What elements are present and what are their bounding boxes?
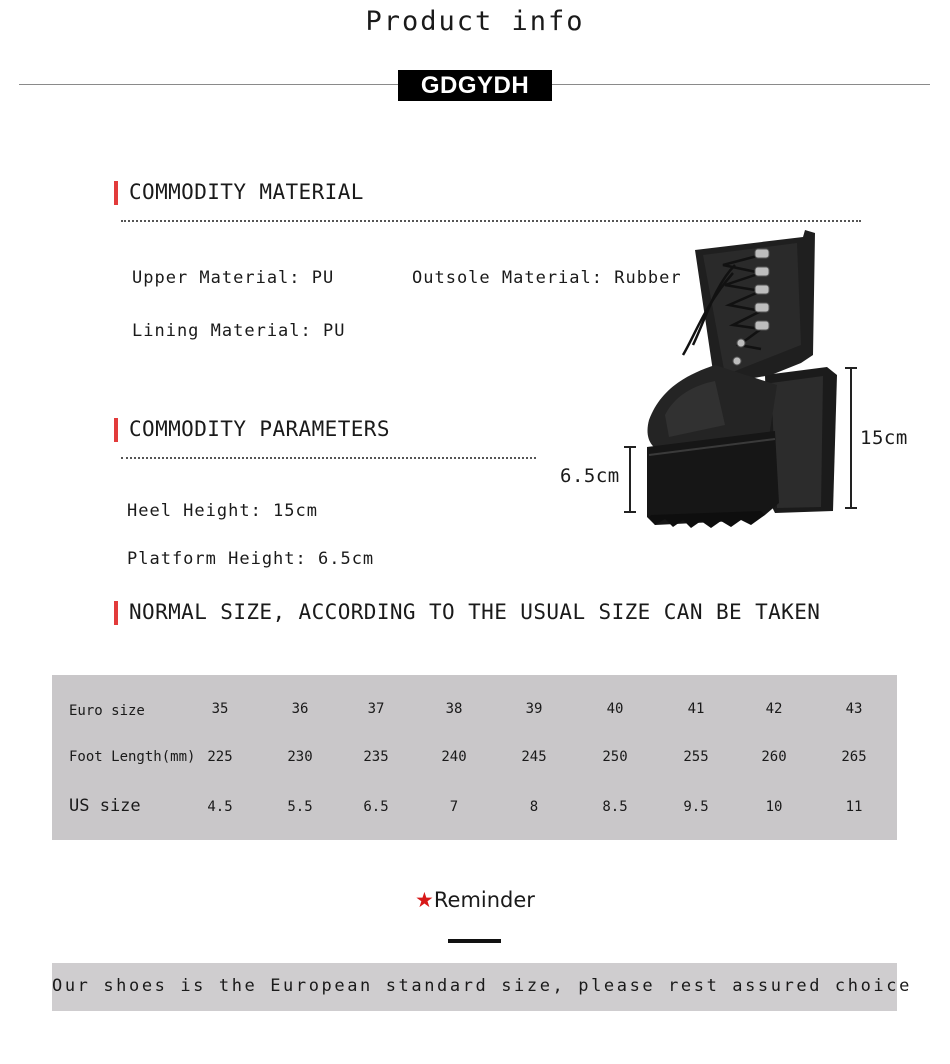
foot-length-cell: 265	[841, 749, 867, 765]
euro-size-cell: 35	[211, 701, 229, 717]
euro-size-cell: 37	[367, 701, 385, 717]
reminder-underline	[448, 939, 501, 943]
us-size-cell: 8	[529, 799, 539, 815]
us-size-cell: 8.5	[602, 799, 628, 815]
parameters-section-marker	[114, 418, 118, 442]
foot-length-cell: 225	[207, 749, 233, 765]
us-size-cell: 10	[765, 799, 783, 815]
row-label: Foot Length(mm)	[69, 749, 196, 765]
parameters-section-heading: COMMODITY PARAMETERS	[129, 417, 390, 441]
foot-length-cell: 230	[287, 749, 313, 765]
platform-boot-image	[565, 225, 925, 555]
foot-length-cell: 260	[761, 749, 787, 765]
reminder-note-box	[52, 963, 912, 1011]
euro-size-cell: 38	[445, 701, 463, 717]
platform-dimension-label: 6.5cm	[560, 465, 620, 487]
platform-height: Platform Height: 6.5cm	[127, 549, 375, 569]
euro-size-row	[52, 697, 897, 737]
row-label: Euro size	[69, 703, 145, 719]
us-size-cell: 5.5	[287, 799, 313, 815]
us-size-cell: 7	[449, 799, 459, 815]
size-section-heading: NORMAL SIZE, ACCORDING TO THE USUAL SIZE CAN BE TAKEN	[129, 600, 821, 624]
foot-length-cell: 235	[363, 749, 389, 765]
us-size-cell: 6.5	[363, 799, 389, 815]
outsole-material: Outsole Material: Rubber	[412, 268, 682, 288]
reminder-title: Reminder	[433, 888, 535, 912]
euro-size-cell: 39	[525, 701, 543, 717]
brand-badge: GDGYDH	[398, 70, 552, 101]
us-size-row	[52, 793, 897, 833]
material-divider	[121, 220, 861, 222]
us-size-cell: 9.5	[683, 799, 709, 815]
heel-height: Heel Height: 15cm	[127, 501, 318, 521]
us-size-cell: 11	[845, 799, 863, 815]
heel-dimension-label: 15cm	[860, 427, 908, 449]
reminder-note: Our shoes is the European standard size, please rest assured choice	[52, 976, 912, 996]
euro-size-cell: 36	[291, 701, 309, 717]
reminder-heading	[0, 888, 950, 912]
star-icon: ★	[415, 888, 434, 912]
foot-length-cell: 245	[521, 749, 547, 765]
row-label: US size	[69, 796, 141, 816]
euro-size-cell: 40	[606, 701, 624, 717]
material-section-marker	[114, 181, 118, 205]
size-table	[52, 675, 897, 840]
foot-length-row	[52, 745, 897, 785]
euro-size-cell: 43	[845, 701, 863, 717]
euro-size-cell: 42	[765, 701, 783, 717]
foot-length-cell: 255	[683, 749, 709, 765]
upper-material: Upper Material: PU	[132, 268, 335, 288]
material-section-heading: COMMODITY MATERIAL	[129, 180, 364, 204]
foot-length-cell: 250	[602, 749, 628, 765]
euro-size-cell: 41	[687, 701, 705, 717]
size-section-marker	[114, 601, 118, 625]
page-title: Product info	[365, 6, 585, 37]
lining-material: Lining Material: PU	[132, 321, 346, 341]
parameters-divider	[121, 457, 536, 459]
foot-length-cell: 240	[441, 749, 467, 765]
us-size-cell: 4.5	[207, 799, 233, 815]
